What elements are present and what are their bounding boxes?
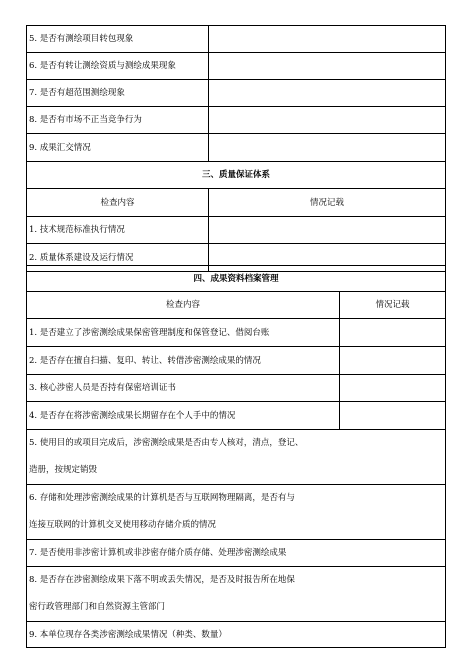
record-cell[interactable] [209, 107, 446, 134]
check-item-cell: 1. 技术规范标准执行情况 [27, 217, 209, 244]
upper-form-table [26, 25, 446, 272]
check-item-cell: 3. 核心涉密人员是否持有保密培训证书 [27, 375, 340, 402]
table-row [27, 375, 446, 402]
check-item-cell: 7. 是否使用非涉密计算机或非涉密存储介质存储、处理涉密测绘成果 [27, 540, 446, 567]
table-row [27, 622, 446, 648]
table-row [27, 567, 446, 622]
check-item-cell: 1. 是否建立了涉密测绘成果保密管理制度和保管登记、借阅台账 [27, 319, 340, 347]
table-row [27, 53, 446, 80]
column-header-record: 情况记载 [209, 189, 446, 217]
column-header-check-item: 检查内容 [27, 292, 340, 319]
table-row [27, 540, 446, 567]
check-item-cell: 7. 是否有超范围测绘现象 [27, 80, 209, 107]
check-item-cell: 5. 使用目的或项目完成后，涉密测绘成果是否由专人核对，清点，登记、 造册，按规定销毁 [27, 430, 446, 485]
record-cell[interactable] [340, 319, 446, 347]
column-header-row [27, 189, 446, 217]
table-row [27, 347, 446, 375]
check-item-cell: 4. 是否存在将涉密测绘成果长期留存在个人手中的情况 [27, 402, 340, 430]
table-row [27, 402, 446, 430]
section-title: 三、质量保证体系 [27, 162, 446, 189]
table-row [27, 107, 446, 134]
record-cell[interactable] [209, 26, 446, 53]
section-header-row [27, 266, 446, 292]
table-row [27, 26, 446, 53]
lower-form-table [26, 265, 446, 648]
table-row [27, 485, 446, 540]
section-title: 四、成果资料档案管理 [27, 266, 446, 292]
record-cell[interactable] [340, 347, 446, 375]
column-header-record: 情况记载 [340, 292, 446, 319]
table-row [27, 430, 446, 485]
check-item-cell: 2. 质量体系建设及运行情况 [27, 244, 209, 272]
check-item-cell: 8. 是否有市场不正当竞争行为 [27, 107, 209, 134]
check-item-cell: 5. 是否有测绘项目转包现象 [27, 26, 209, 53]
column-header-row [27, 292, 446, 319]
table-row [27, 134, 446, 162]
record-cell[interactable] [340, 375, 446, 402]
record-cell[interactable] [209, 53, 446, 80]
record-cell[interactable] [340, 402, 446, 430]
record-cell[interactable] [209, 80, 446, 107]
check-item-cell: 6. 存储和处理涉密测绘成果的计算机是否与互联网物理隔离，是否有与 连接互联网的计算机交叉使用移动存储介质的情况 [27, 485, 446, 540]
check-item-cell: 9. 成果汇交情况 [27, 134, 209, 162]
table-row [27, 217, 446, 244]
check-item-cell: 2. 是否存在擅自扫描、复印、转让、转借涉密测绘成果的情况 [27, 347, 340, 375]
check-item-cell: 9. 本单位现存各类涉密测绘成果情况（种类、数量） [27, 622, 446, 648]
check-item-cell: 6. 是否有转让测绘资质与测绘成果现象 [27, 53, 209, 80]
column-header-check-item: 检查内容 [27, 189, 209, 217]
table-row [27, 80, 446, 107]
table-row [27, 319, 446, 347]
record-cell[interactable] [209, 134, 446, 162]
section-header-row [27, 162, 446, 189]
check-item-cell: 8. 是否存在涉密测绘成果下落不明或丢失情况，是否及时报告所在地保 密行政管理部门和自然资源主管部门 [27, 567, 446, 622]
record-cell[interactable] [209, 217, 446, 244]
